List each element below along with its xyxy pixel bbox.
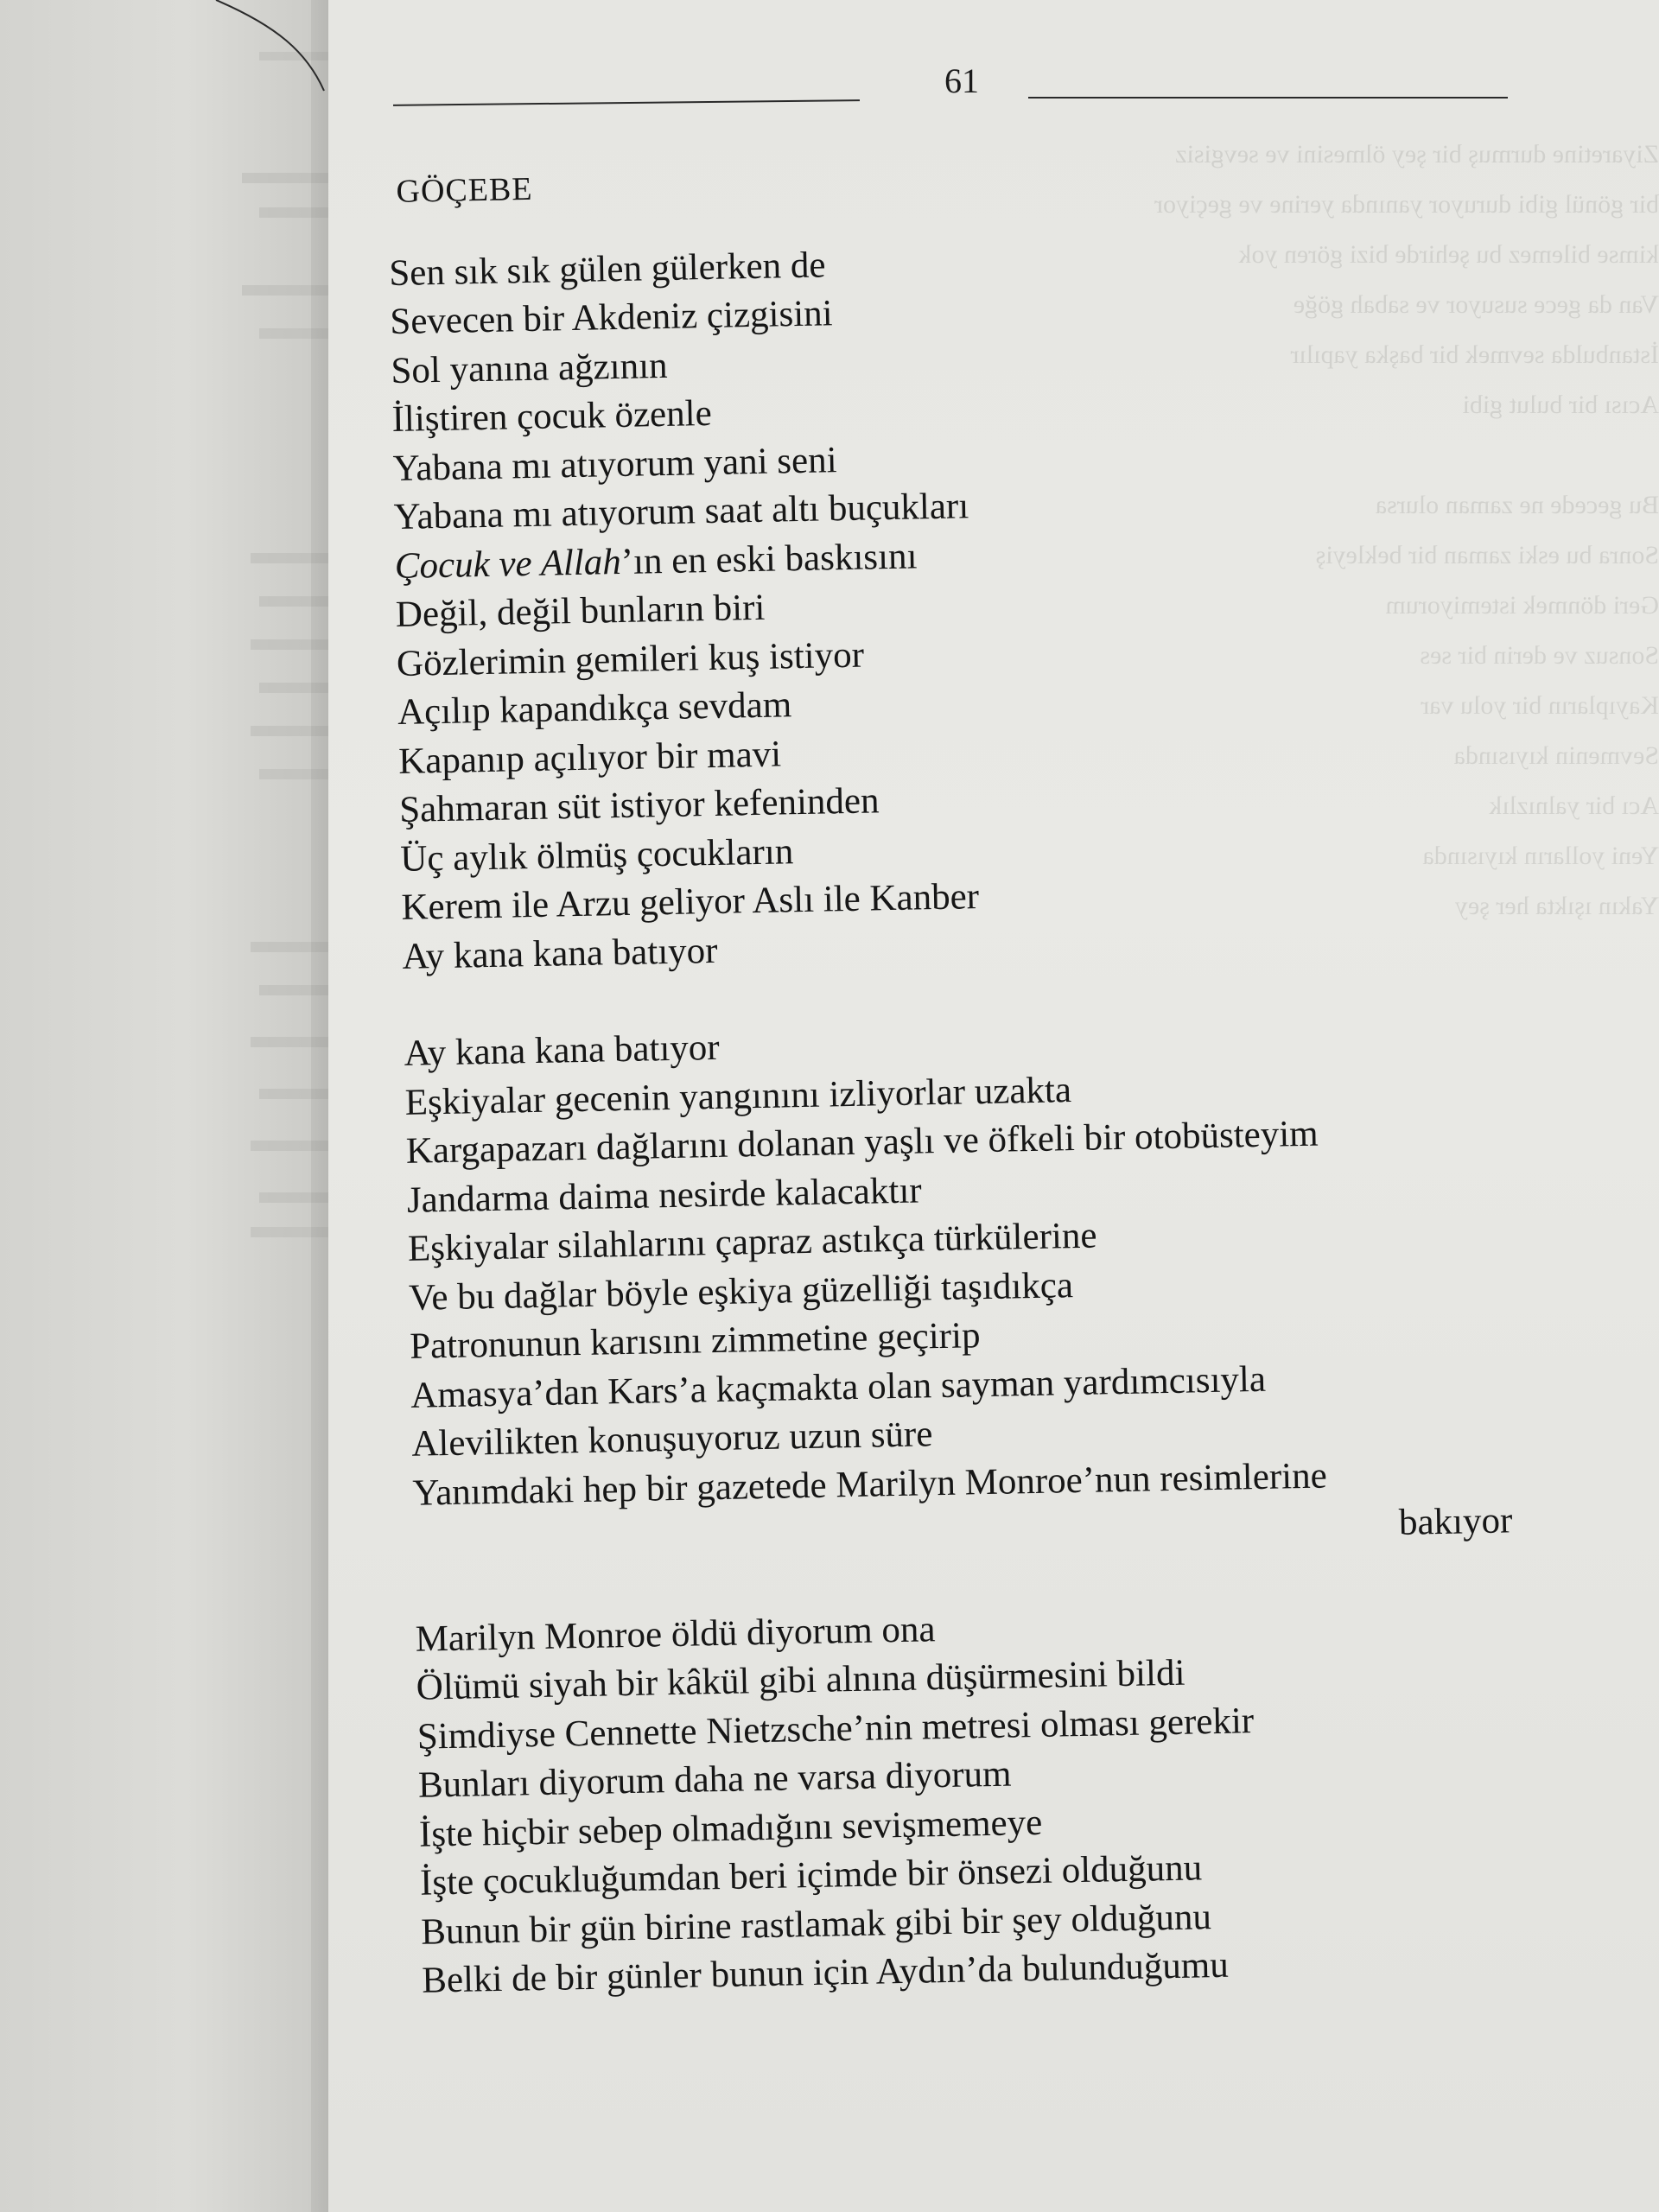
poem-line: Sevecen bir Akdeniz çizgisini bbox=[389, 293, 834, 343]
poem-line: Yabana mı atıyorum saat altı buçukları bbox=[393, 486, 969, 537]
page-header bbox=[393, 52, 1516, 121]
poem-line: Ölümü siyah bir kâkül gibi alnına düşürmesini bildi bbox=[416, 1652, 1185, 1708]
poem-line: Kapanıp açılıyor bir mavi bbox=[397, 733, 782, 782]
stanza-2 bbox=[404, 1007, 1582, 1567]
header-rule-left bbox=[393, 99, 860, 106]
poem-line: İşte çocukluğumdan beri içimde bir önsezi olduğunu bbox=[419, 1847, 1203, 1904]
poem-line: Alevilikten konuşuyoruz uzun süre bbox=[410, 1414, 933, 1465]
poem-line-continuation: bakıyor bbox=[1398, 1500, 1513, 1543]
stanza-1 bbox=[389, 227, 1571, 982]
poem-line: Belki de bir günler bunun için Aydın’da bulunduğumu bbox=[421, 1944, 1230, 2001]
poem-line: Üç aylık ölmüş çocukların bbox=[399, 830, 794, 880]
poem-line: Yabana mı atıyorum yani seni bbox=[392, 439, 837, 489]
poem-line: Amasya’dan Kars’a kaçmakta olan sayman yardımcısıyla bbox=[410, 1358, 1267, 1416]
facing-page-left bbox=[0, 0, 337, 2212]
poem-line: Açılıp kapandıkça sevdam bbox=[397, 684, 792, 733]
poem-line: Jandarma daima nesirde kalacaktır bbox=[406, 1169, 923, 1221]
stanza-3 bbox=[415, 1592, 1590, 2005]
poem-line: Kargapazarı dağlarını dolanan yaşlı ve öfkeli bir otobüsteyim bbox=[405, 1113, 1319, 1172]
book-title-italic: Çocuk ve Allah bbox=[394, 541, 622, 587]
poem-line: İliştiren çocuk özenle bbox=[391, 392, 713, 441]
poem-line: Yanımdaki hep bir gazetede Marilyn Monroe’nun resimlerine bbox=[411, 1454, 1328, 1514]
poem-line: Ay kana kana batıyor bbox=[404, 1027, 721, 1074]
poem-line: Eşkiyalar silahlarını çapraz astıkça türkülerine bbox=[407, 1215, 1097, 1269]
poem-line: Sol yanına ağzının bbox=[391, 345, 668, 391]
page-curl-line bbox=[130, 0, 337, 104]
poem bbox=[346, 145, 1592, 2055]
page-number: 61 bbox=[944, 61, 979, 100]
poem-line: Değil, değil bunların biri bbox=[395, 587, 766, 635]
poem-line: Eşkiyalar gecenin yangınını izliyorlar uzakta bbox=[404, 1069, 1072, 1123]
poem-title: GÖÇEBE bbox=[396, 170, 533, 210]
line-rest: ’ın en eski baskısını bbox=[620, 535, 918, 582]
poem-line: Gözlerimin gemileri kuş istiyor bbox=[396, 634, 865, 684]
faded-facing-text bbox=[0, 0, 337, 2212]
poem-line: Bunun bir gün birine rastlamak gibi bir şey olduğunu bbox=[420, 1896, 1212, 1953]
poem-line: Ay kana kana batıyor bbox=[402, 930, 718, 977]
poem-line: Şahmaran süt istiyor kefeninden bbox=[398, 780, 880, 830]
poem-line: Şimdiyse Cennette Nietzsche’nin metresi olması gerekir bbox=[416, 1700, 1255, 1758]
poem-line: İşte hiçbir sebep olmadığını sevişmemeye bbox=[418, 1802, 1043, 1855]
poem-line: Ve bu dağlar böyle eşkiya güzelliği taşıdıkça bbox=[408, 1264, 1074, 1319]
poem-line: Marilyn Monroe öldü diyorum ona bbox=[415, 1608, 936, 1660]
poem-line: Sen sık sık gülen gülerken de bbox=[388, 244, 826, 294]
poem-line: Patronunun karısını zimmetine geçirip bbox=[409, 1315, 981, 1367]
header-rule-right bbox=[1028, 97, 1508, 99]
poem-line: Bunları diyorum daha ne varsa diyorum bbox=[417, 1753, 1012, 1806]
poem-line: Kerem ile Arzu geliyor Aslı ile Kanber bbox=[400, 876, 980, 928]
